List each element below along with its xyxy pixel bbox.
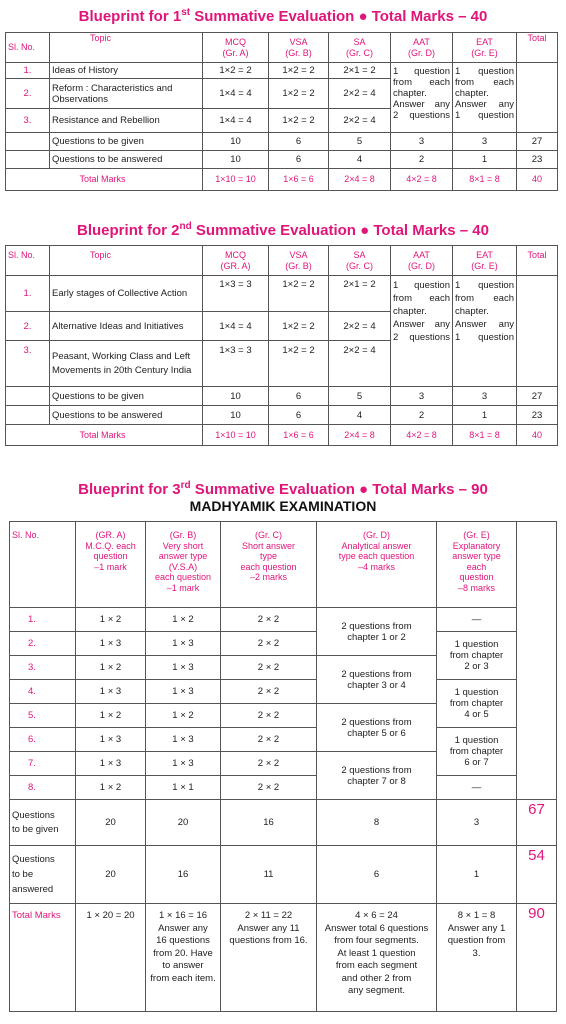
blueprint-2-title: Blueprint for 2nd Summative Evaluation ● Total Marks – 40: [77, 221, 489, 239]
table-row: 5. 1 × 2 1 × 2 2 × 2 2 questions from chapter 5 or 6: [10, 704, 557, 728]
gr-d-group-4: 2 questions from chapter 7 or 8: [317, 752, 437, 800]
blueprint-3-title: Blueprint for 3rd Summative Evaluation ● Total Marks – 90: [78, 480, 488, 498]
table-header: Sl. No. Topic MCQ (GR. A) VSA (Gr. B) SA (Gr. C) AAT (Gr. D) EAT (Gr. E) Total: [6, 246, 558, 276]
table-row: 3. Peasant, Working Class and Left Movements in 20th Century India 1×3 = 3 1×2 = 2 2×2 = 4: [6, 341, 558, 387]
total-marks-row: Total Marks 1 × 20 = 20 1 × 16 = 16 Answer any 16 questions from 20. Have to answer from each item. 2 × 11 = 22 Answer any 11 questions from 16. 4 × 6 = 24 Answer total 6 questions from four segments. At least 1 question from each segment and other 2 from any segment. 8 × 1 = 8 Answer any 1 question from 3. 90: [10, 904, 557, 1012]
aat-note: 1 question from each chapter. Answer any 2 questions: [391, 276, 453, 387]
table-row: 1. Ideas of History 1×2 = 2 1×2 = 2 2×1 = 2 1 question from each chapter. Answer any 2 questions 1 question from each chapter. Answer any 1 question: [6, 63, 558, 79]
table-row: 2. Alternative Ideas and Initiatives 1×4 = 4 1×2 = 2 2×2 = 4: [6, 312, 558, 341]
eat-note: 1 question from each chapter. Answer any 1 question: [453, 276, 517, 387]
gr-e-group-1: 1 question from chapter 2 or 3: [437, 632, 517, 680]
blueprint-1-title: Blueprint for 1st Summative Evaluation ● Total Marks – 40: [78, 7, 488, 25]
total-marks-row: Total Marks 1×10 = 10 1×6 = 6 2×4 = 8 4×2 = 8 8×1 = 8 40: [6, 169, 558, 191]
gr-d-group-1: 2 questions from chapter 1 or 2: [317, 608, 437, 656]
table-row: 1. Early stages of Collective Action 1×3 = 3 1×2 = 2 2×1 = 2 1 question from each chapter. Answer any 2 questions 1 question from each chapter. Answer any 1 question: [6, 276, 558, 312]
blueprint-3-table: [9, 521, 557, 1012]
table-row: 2. 1 × 3 1 × 3 2 × 2 1 question from chapter 2 or 3: [10, 632, 557, 656]
questions-given-row: Questions to be given 20 20 16 8 3 67: [10, 800, 557, 846]
total-marks-row: Total Marks 1×10 = 10 1×6 = 6 2×4 = 8 4×2 = 8 8×1 = 8 40: [6, 425, 558, 446]
table-header: Sl. No. Topic MCQ (Gr. A) VSA (Gr. B) SA (Gr. C) AAT (Gr. D) EAT (Gr. E) Total: [6, 33, 558, 63]
questions-answered-row: Questions to be answered 10 6 4 2 1 23: [6, 151, 558, 169]
gr-e-group-3: 1 question from chapter 6 or 7: [437, 728, 517, 776]
questions-answered-row: Questions to be answered 10 6 4 2 1 23: [6, 406, 558, 425]
gr-d-group-2: 2 questions from chapter 3 or 4: [317, 656, 437, 704]
table-row: 1. 1 × 2 1 × 2 2 × 2 2 questions from chapter 1 or 2 —: [10, 608, 557, 632]
table-row: 3. 1 × 2 1 × 3 2 × 2 2 questions from chapter 3 or 4: [10, 656, 557, 680]
table-row: 4. 1 × 3 1 × 3 2 × 2 1 question from chapter 4 or 5: [10, 680, 557, 704]
table-header: Sl. No. (GR. A) M.C.Q. each question –1 mark (Gr. B) Very short answer type (V.S.A) each question –1 mark (Gr. C) Short answer type each question –2 marks (Gr. D) Analytical answer type each question –4 marks (Gr. E) Explanatory answer type each question –8 marks: [10, 522, 557, 608]
gr-d-group-3: 2 questions from chapter 5 or 6: [317, 704, 437, 752]
table-row: 2. Reform : Characteristics and Observations 1×4 = 4 1×2 = 2 2×2 = 4: [6, 79, 558, 109]
questions-given-row: Questions to be given 10 6 5 3 3 27: [6, 387, 558, 406]
table-row: 6. 1 × 3 1 × 3 2 × 2 1 question from chapter 6 or 7: [10, 728, 557, 752]
questions-answered-row: Questions to be answered 20 16 11 6 1 54: [10, 846, 557, 904]
table-row: 8. 1 × 2 1 × 1 2 × 2 —: [10, 776, 557, 800]
questions-given-row: Questions to be given 10 6 5 3 3 27: [6, 133, 558, 151]
exam-subtitle: MADHYAMIK EXAMINATION: [189, 498, 377, 514]
aat-note: 1 question from each chapter. Answer any 2 questions: [391, 63, 453, 133]
table-row: 7. 1 × 3 1 × 3 2 × 2 2 questions from chapter 7 or 8: [10, 752, 557, 776]
blueprint-1-table: [5, 32, 558, 191]
eat-note: 1 question from each chapter. Answer any 1 question: [453, 63, 517, 133]
table-row: 3. Resistance and Rebellion 1×4 = 4 1×2 = 2 2×2 = 4: [6, 109, 558, 133]
blueprint-2-table: [5, 245, 558, 446]
gr-e-group-2: 1 question from chapter 4 or 5: [437, 680, 517, 728]
